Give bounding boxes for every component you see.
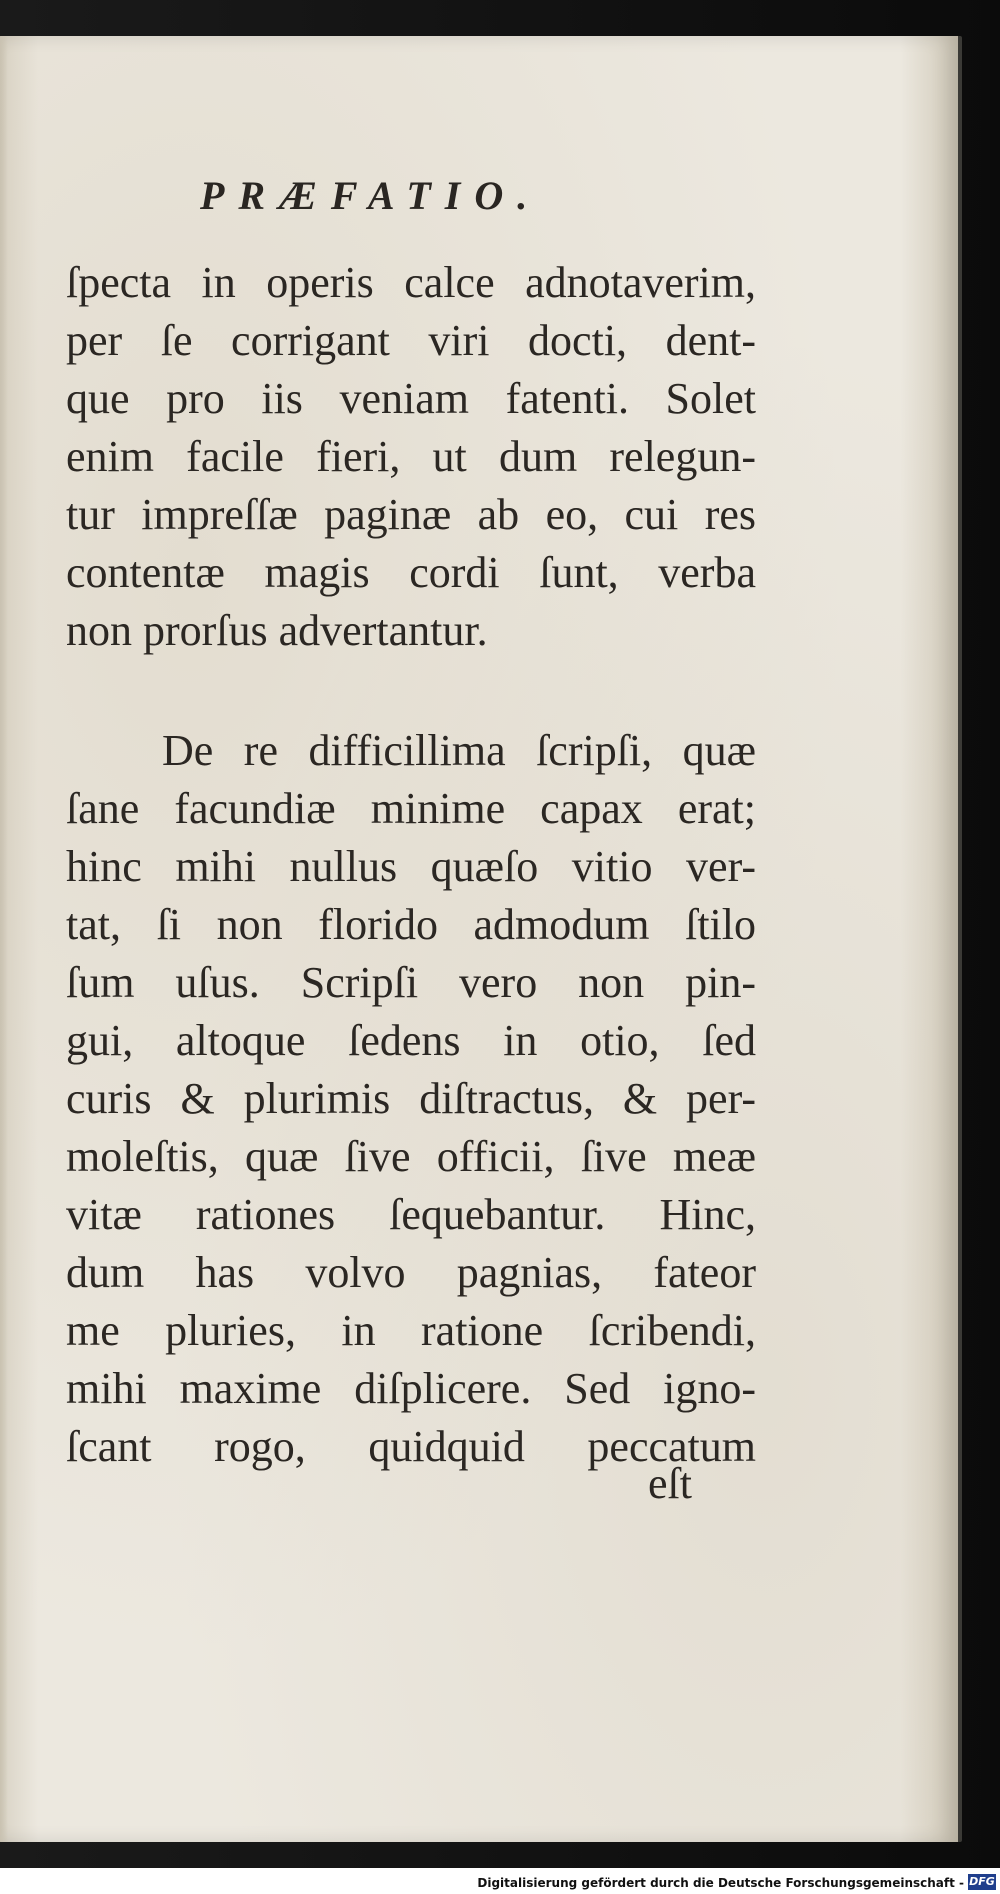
text-line: non prorſus advertantur. xyxy=(66,606,488,655)
text-line: curis & plurimis diſtractus, & per- xyxy=(66,1074,756,1123)
footer-strip xyxy=(0,1868,1000,1894)
running-head: PRÆFATIO. xyxy=(200,173,542,218)
text-line: tat, ſi non florido admodum ſtilo xyxy=(66,900,756,949)
paragraph-2 xyxy=(66,722,756,1476)
catchword: eſt xyxy=(648,1459,692,1508)
text-line: per ſe corrigant viri docti, dent- xyxy=(66,316,756,365)
text-line: ſane facundiæ minime capax erat; xyxy=(66,784,756,833)
dfg-logo-icon: DFG xyxy=(969,1875,995,1888)
text-line: dum has volvo pagnias, fateor xyxy=(66,1248,756,1297)
text-line: vitæ rationes ſequebantur. Hinc, xyxy=(66,1190,756,1239)
paragraph-1 xyxy=(66,254,756,660)
text-line: tur impreſſæ paginæ ab eo, cui res xyxy=(66,490,756,539)
text-line: ſum uſus. Scripſi vero non pin- xyxy=(66,958,756,1007)
text-line: mihi maxime diſplicere. Sed igno- xyxy=(66,1364,756,1413)
body-text xyxy=(66,254,756,1476)
text-line: ſpecta in operis calce adnotaverim, xyxy=(66,258,756,307)
text-line: me pluries, in ratione ſcribendi, xyxy=(66,1306,756,1355)
text-line: moleſtis, quæ ſive officii, ſive meæ xyxy=(66,1132,756,1181)
digitization-credit: Digitalisierung gefördert durch die Deutsche Forschungsgemeinschaft - xyxy=(477,1876,964,1890)
paragraph-gap xyxy=(66,660,756,722)
text-line: enim facile fieri, ut dum relegun- xyxy=(66,432,756,481)
text-line: De re difficillima ſcripſi, quæ xyxy=(162,726,756,775)
text-line: gui, altoque ſedens in otio, ſed xyxy=(66,1016,756,1065)
text-line: contentæ magis cordi ſunt, verba xyxy=(66,548,756,597)
text-line: ſcant rogo, quidquid peccatum xyxy=(66,1422,756,1471)
text-line: hinc mihi nullus quæſo vitio ver- xyxy=(66,842,756,891)
text-line: que pro iis veniam fatenti. Solet xyxy=(66,374,756,423)
page-edge-shadow xyxy=(0,36,8,1842)
